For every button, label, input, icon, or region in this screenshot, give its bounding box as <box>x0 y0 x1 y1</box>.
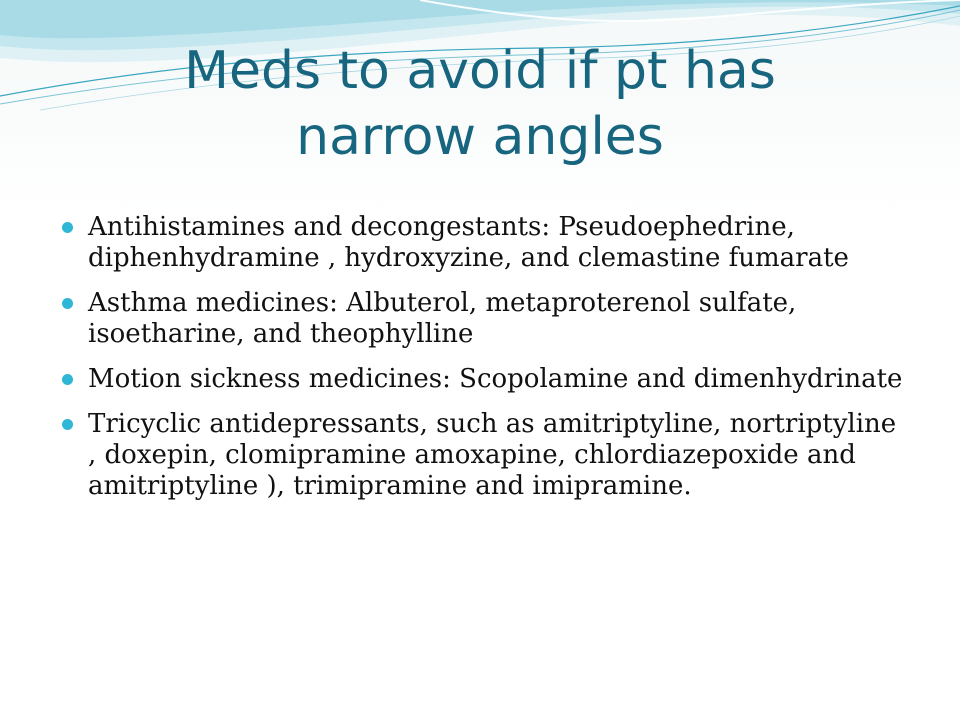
bullet-dot-icon <box>62 298 73 309</box>
list-item <box>62 212 912 274</box>
list-item <box>62 288 912 350</box>
list-item <box>62 364 912 395</box>
bullet-dot-icon <box>62 222 73 233</box>
bullet-text: Antihistamines and decongestants: Pseudoephedrine, diphenhydramine , hydroxyzine, and clemastine fumarate <box>88 212 849 273</box>
bullet-text: Tricyclic antidepressants, such as amitriptyline, nortriptyline , doxepin, clomipramine amoxapine, chlordiazepoxide and amitriptyline ), trimipramine and imipramine. <box>88 409 897 501</box>
bullet-dot-icon <box>62 374 73 385</box>
list-item <box>62 409 912 502</box>
bullet-text: Motion sickness medicines: Scopolamine and dimenhydrinate <box>88 364 903 394</box>
bullet-dot-icon <box>62 419 73 430</box>
slide-title: Meds to avoid if pt has narrow angles <box>184 41 776 167</box>
bullet-text: Asthma medicines: Albuterol, metaproterenol sulfate, isoetharine, and theophylline <box>88 288 797 349</box>
bullet-list <box>62 212 912 516</box>
